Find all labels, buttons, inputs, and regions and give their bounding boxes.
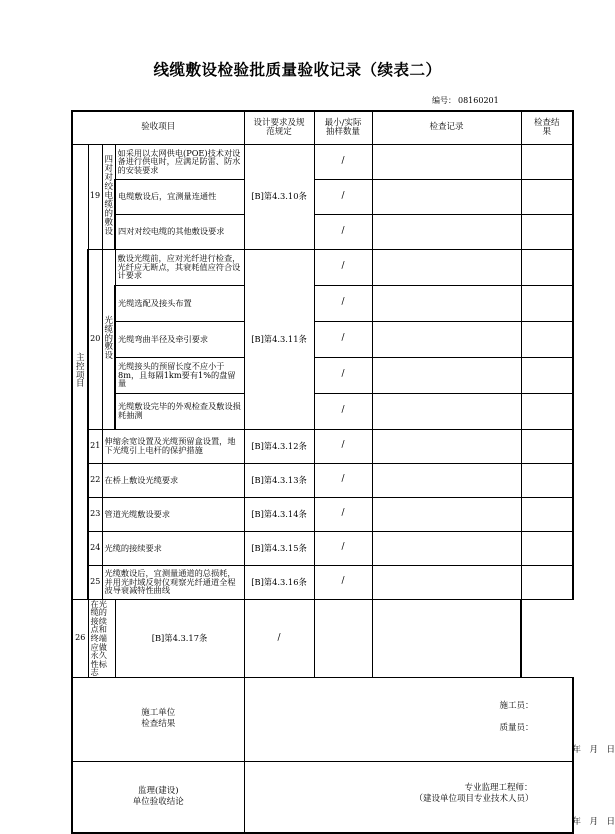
table-row [72,214,573,249]
record-cell[interactable] [372,214,521,249]
result-cell[interactable] [521,321,573,357]
row-number: 25 [88,565,102,599]
sample-value: / [314,565,372,599]
supervision-date: 年 月 日 [572,816,615,827]
record-cell[interactable] [372,144,521,179]
main-control-label: 主控项目 [72,144,88,599]
spec-ref: [B]第4.3.17条 [115,599,244,677]
record-cell[interactable] [372,179,521,214]
result-cell[interactable] [521,429,573,463]
spec-ref: [B]第4.3.15条 [244,531,314,565]
spec-ref: [B]第4.3.16条 [244,565,314,599]
result-cell[interactable] [521,357,573,393]
header-sample: 最小/实际抽样数量 [314,111,372,144]
document-code [430,95,499,106]
result-cell[interactable] [521,285,573,321]
item-text: 敷设光缆前，应对光纤进行检查，光纤应无断点，其衰耗值应符合设计要求 [115,249,244,285]
record-cell[interactable] [314,599,372,677]
spec-ref: [B]第4.3.10条 [244,144,314,249]
record-cell[interactable] [372,357,521,393]
row-number: 21 [88,429,102,463]
result-cell[interactable] [372,599,521,677]
item-text: 在桥上敷设光缆要求 [102,463,244,497]
sample-value: / [314,214,372,249]
row-number: 24 [88,531,102,565]
table-row [72,144,573,179]
table-row [72,393,573,429]
result-cell[interactable] [521,144,573,179]
item-text: 光缆敷设完毕的外观检查及敷设损耗抽测 [115,393,244,429]
record-cell[interactable] [372,393,521,429]
sample-value: / [314,179,372,214]
record-cell[interactable] [372,429,521,463]
row-number: 23 [88,497,102,531]
table-row [72,599,573,677]
spec-ref: [B]第4.3.13条 [244,463,314,497]
construction-date: 年 月 日 [572,744,615,755]
construction-label-line2: 检查结果 [141,719,176,730]
supervision-label-line2: 单位验收结论 [132,797,184,808]
header-result: 检查结果 [521,111,573,144]
sample-value: / [314,429,372,463]
record-cell[interactable] [372,321,521,357]
sample-value: / [314,285,372,321]
header-item: 验收项目 [72,111,244,144]
item-text: 如采用以太网供电(POE)技术对设备进行供电时，应满足防雷、防水的安装要求 [115,144,244,179]
category-label: 光缆的敷设 [102,249,115,429]
item-text: 在光缆的接续点和终端应做永久性标志 [88,599,115,677]
page-title: 线缆敷设检验批质量验收记录（续表二） [153,61,442,79]
engineer-note: （建设单位项目专业技术人员） [414,793,534,804]
table-row [72,179,573,214]
supervision-label-line1: 监理(建设) [137,786,179,797]
header-record: 检查记录 [372,111,521,144]
table-row [72,463,573,497]
result-cell[interactable] [521,393,573,429]
spec-ref: [B]第4.3.12条 [244,429,314,463]
sample-value: / [314,531,372,565]
header-spec: 设计要求及规范规定 [244,111,314,144]
supervision-row [72,761,573,833]
engineer-label: 专业监理工程师： [464,782,533,793]
inspection-table [71,110,615,834]
result-cell[interactable] [521,249,573,285]
sample-value: / [314,497,372,531]
table-row [72,249,573,285]
sample-value: / [314,463,372,497]
construction-signature-area[interactable] [244,677,615,761]
table-row [72,497,573,531]
item-text: 伸缩余宽设置及光缆预留盒设置，地下光缆引上电杆的保护措施 [102,429,244,463]
result-cell[interactable] [521,179,573,214]
sample-value: / [314,393,372,429]
worker-label: 施工员： [499,700,534,711]
supervision-label [72,761,244,833]
construction-row [72,677,573,761]
item-text: 光缆敷设后，宜测量通道的总损耗，并用光时域反射仪观察光纤通道全程波导衰减特性曲线 [102,565,244,599]
sample-value: / [314,357,372,393]
result-cell[interactable] [521,497,573,531]
item-text: 四对对绞电缆的其他敷设要求 [115,214,244,249]
item-text: 光缆的接续要求 [102,531,244,565]
result-cell[interactable] [521,214,573,249]
item-text: 管道光缆敷设要求 [102,497,244,531]
table-row [72,531,573,565]
quality-label: 质量员： [499,722,534,733]
record-cell[interactable] [372,565,521,599]
code-value: 08160201 [458,96,499,105]
record-cell[interactable] [372,463,521,497]
construction-label-line1: 施工单位 [141,708,176,719]
table-row [72,285,573,321]
construction-label [72,677,244,761]
result-cell[interactable] [521,531,573,565]
row-number: 26 [72,599,88,677]
sample-value: / [314,144,372,179]
record-cell[interactable] [372,249,521,285]
row-number: 20 [88,249,102,429]
header-row [72,111,573,144]
item-text: 电缆敷设后，宜测量连通性 [115,179,244,214]
table-row [72,429,573,463]
sample-value: / [314,249,372,285]
table-row [72,321,573,357]
code-label: 编号： [432,96,456,105]
sample-value: / [314,321,372,357]
item-text: 光缆弯曲半径及牵引要求 [115,321,244,357]
spec-ref: [B]第4.3.14条 [244,497,314,531]
record-cell[interactable] [372,531,521,565]
record-cell[interactable] [372,285,521,321]
item-text: 光缆接头的预留长度不应小于8m，且每隔1km要有1%的盘留量 [115,357,244,393]
record-cell[interactable] [372,497,521,531]
row-number: 19 [88,144,102,249]
sample-value: / [244,599,314,677]
item-text: 光缆选配及接头布置 [115,285,244,321]
result-cell[interactable] [521,463,573,497]
table-row [72,565,573,599]
result-cell[interactable] [521,565,573,599]
supervision-signature-area[interactable] [244,761,615,833]
row-number: 22 [88,463,102,497]
category-label: 四对对绞电缆的敷设 [102,144,115,249]
table-row [72,357,573,393]
spec-ref: [B]第4.3.11条 [244,249,314,429]
